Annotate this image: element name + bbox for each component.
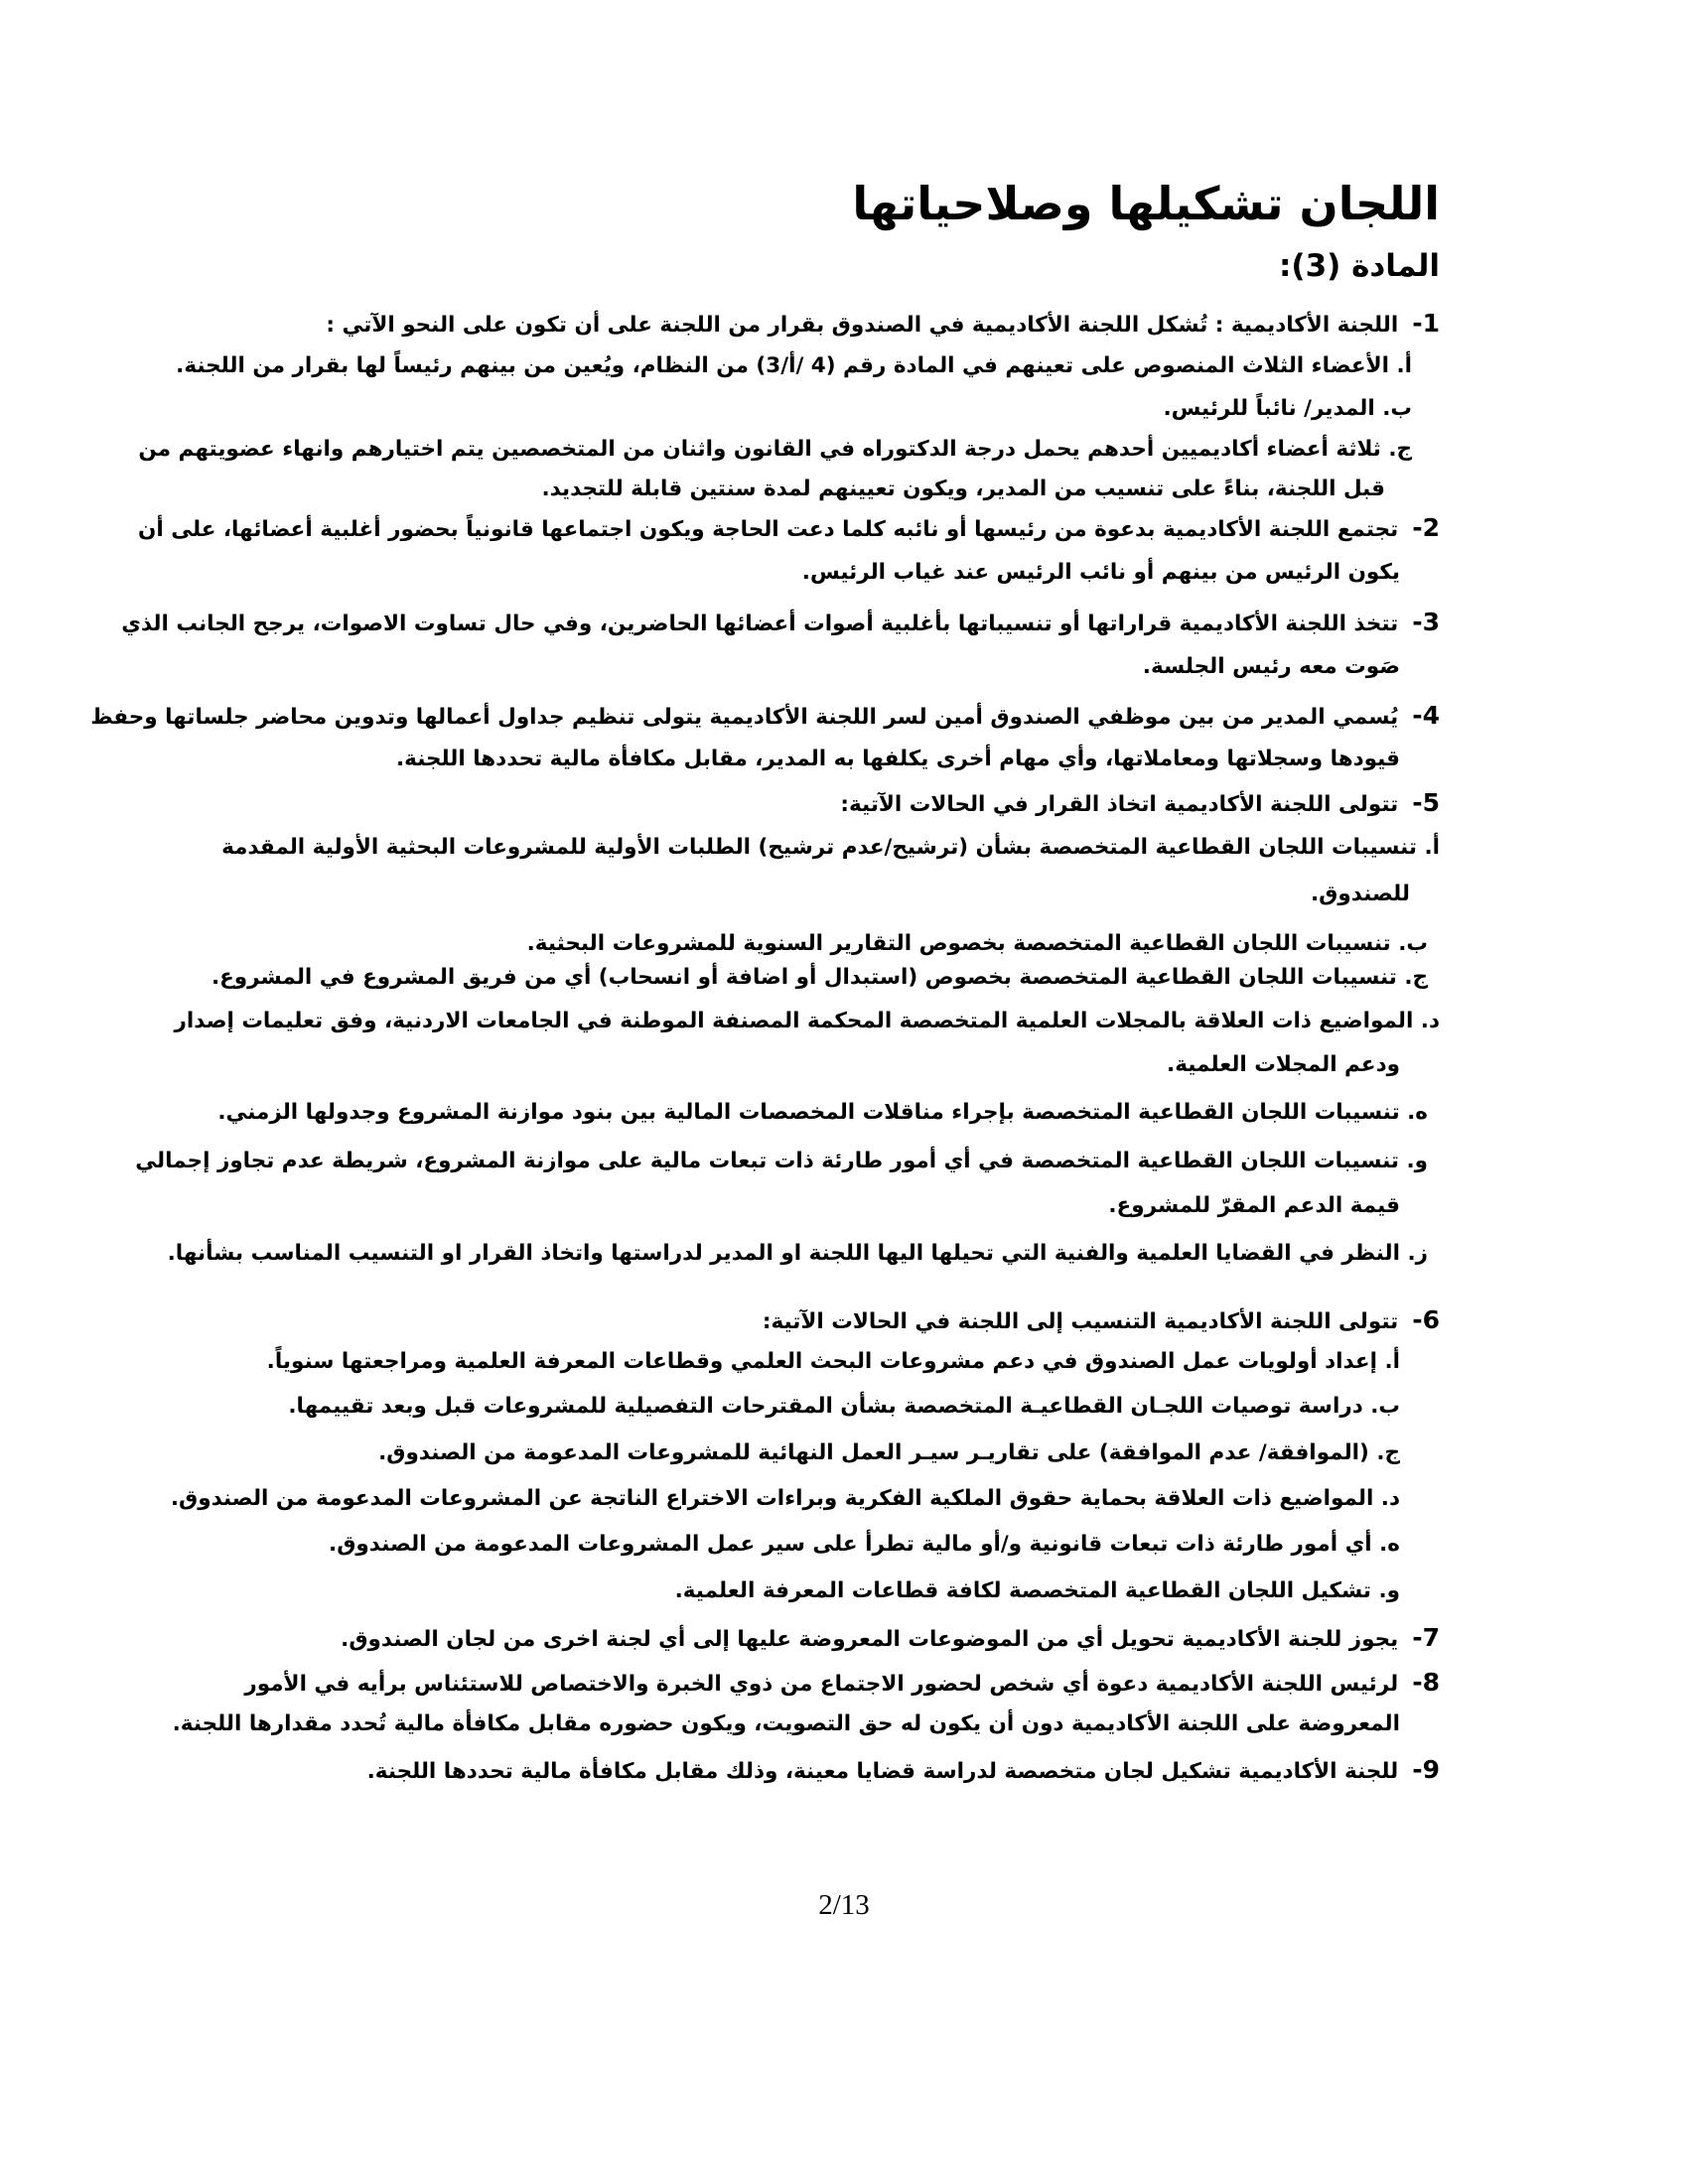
clause-text: تتولى اللجنة الأكاديمية اتخاذ القرار في الحالات الآتية: — [840, 792, 1399, 817]
clause-5-item-b: ب. تنسيبات اللجان القطاعية المتخصصة بخصوص التقارير السنوية للمشروعات البحثية. — [526, 931, 1428, 956]
clause-6-item-b: ب. دراسة توصيات اللجـان القطاعيـة المتخصصة بشأن المقترحات التفصيلية للمشروعات قبل وبعد تقييمها. — [288, 1394, 1400, 1419]
clause-text: تتولى اللجنة الأكاديمية التنسيب إلى اللجنة في الحالات الآتية: — [762, 1309, 1399, 1334]
clause-1-item-a: أ. الأعضاء الثلاث المنصوص على تعينهم في المادة رقم (4 /أ/3) من النظام، ويُعين من بينهم رئيساً لها بقرار من اللجنة. — [176, 353, 1412, 378]
clause-5 — [840, 790, 1440, 816]
clause-text: يجوز للجنة الأكاديمية تحويل أي من الموضوعات المعروضة عليها إلى أي لجنة اخرى من لجان الصندوق. — [341, 1627, 1399, 1652]
clause-text: للجنة الأكاديمية تشكيل لجان متخصصة لدراسة قضايا معينة، وذلك مقابل مكافأة مالية تحددها اللجنة. — [366, 1759, 1399, 1784]
clause-5-item-f-cont: قيمة الدعم المقرّ للمشروع. — [1108, 1193, 1400, 1218]
clause-text: تتخذ اللجنة الأكاديمية قراراتها أو تنسيباتها بأغلبية أصوات أعضائها الحاضرين، وفي حال تساوت الاصوات، يرجح الجانب الذي — [121, 612, 1399, 636]
clause-5-item-a-cont: للصندوق. — [1311, 882, 1410, 906]
clause-number: 4- — [1412, 701, 1440, 730]
clause-3 — [121, 610, 1440, 635]
clause-6-item-d: د. المواضيع ذات العلاقة بحماية حقوق الملكية الفكرية وبراءات الاختراع الناتجة عن المشروعات المدعومة من الصندوق. — [170, 1486, 1400, 1511]
clause-1-item-c-cont: قبل اللجنة، بناءً على تنسيب من المدير، ويكون تعيينهم لمدة سنتين قابلة للتجديد. — [541, 477, 1385, 501]
clause-6-item-a: أ. إعداد أولويات عمل الصندوق في دعم مشروعات البحث العلمي وقطاعات المعرفة العلمية ومراجعتها سنوياً. — [266, 1349, 1400, 1374]
clause-number: 3- — [1412, 608, 1440, 636]
clause-number: 9- — [1412, 1755, 1440, 1784]
clause-1-item-b: ب. المدير/ نائباً للرئيس. — [1163, 396, 1412, 421]
page-title: اللجان تشكيلها وصلاحياتها — [852, 177, 1440, 230]
clause-5-item-f: و. تنسيبات اللجان القطاعية المتخصصة في أي أمور طارئة ذات تبعات مالية على موازنة المشروع، شريطة عدم تجاوز إجمالي — [135, 1149, 1428, 1173]
clause-text: يُسمي المدير من بين موظفي الصندوق أمين لسر اللجنة الأكاديمية يتولى تنظيم جداول أعمالها وتدوين محاضر جلساتها وحفظ — [90, 705, 1399, 730]
clause-number: 2- — [1412, 513, 1440, 542]
clause-4-cont: قيودها وسجلاتها ومعاملاتها، وأي مهام أخرى يكلفها به المدير، مقابل مكافأة مالية تحددها اللجنة. — [396, 747, 1400, 771]
clause-number: 8- — [1412, 1668, 1440, 1697]
clause-5-item-d: د. المواضيع ذات العلاقة بالمجلات العلمية المتخصصة المحكمة المصنفة الموطنة في الجامعات الاردنية، وفق تعليمات إصدار — [174, 1009, 1440, 1033]
clause-1-item-c: ج. ثلاثة أعضاء أكاديميين أحدهم يحمل درجة الدكتوراه في القانون واثنان من المتخصصين يتم اختيارهم وانهاء عضويتهم من — [138, 437, 1412, 462]
clause-5-item-c: ج. تنسيبات اللجان القطاعية المتخصصة بخصوص (استبدال أو اضافة أو انسحاب) أي من فريق المشروع في المشروع. — [211, 965, 1428, 990]
clause-2 — [138, 515, 1440, 541]
clause-7 — [341, 1625, 1440, 1651]
clause-text: تجتمع اللجنة الأكاديمية بدعوة من رئيسها أو نائبه كلما دعت الحاجة ويكون اجتماعها قانونياً بحضور أغلبية أعضائها، على أن — [137, 517, 1399, 542]
page-number: 2/13 — [818, 1889, 870, 1921]
clause-6 — [763, 1307, 1440, 1333]
clause-6-item-c: ج. (الموافقة/ عدم الموافقة) على تقاريـر سيـر العمل النهائية للمشروعات المدعومة من الصندوق. — [378, 1440, 1400, 1465]
clause-number: 1- — [1412, 309, 1440, 338]
clause-5-item-e: ه. تنسيبات اللجان القطاعية المتخصصة بإجراء مناقلات المخصصات المالية بين بنود موازنة المشروع وجدولها الزمني. — [217, 1100, 1428, 1125]
clause-9 — [367, 1757, 1440, 1783]
clause-8-cont: المعروضة على اللجنة الأكاديمية دون أن يكون له حق التصويت، ويكون حضوره مقابل مكافأة مالية تُحدد مقدارها اللجنة. — [172, 1711, 1400, 1736]
clause-text: لرئيس اللجنة الأكاديمية دعوة أي شخص لحضور الاجتماع من ذوي الخبرة والاختصاص للاستئناس برأيه في الأمور — [244, 1672, 1399, 1697]
clause-1 — [326, 311, 1440, 337]
clause-3-cont: صَوت معه رئيس الجلسة. — [1142, 654, 1400, 679]
clause-number: 7- — [1412, 1623, 1440, 1652]
clause-number: 5- — [1412, 788, 1440, 817]
clause-5-item-g: ز. النظر في القضايا العلمية والفنية التي تحيلها اليها اللجنة او المدير لدراستها واتخاذ القرار او التنسيب المناسب بشأنها. — [167, 1241, 1428, 1266]
clause-5-item-d-cont: ودعم المجلات العلمية. — [1167, 1052, 1400, 1077]
article-heading: المادة (3): — [1278, 248, 1440, 284]
clause-6-item-f: و. تشكيل اللجان القطاعية المتخصصة لكافة قطاعات المعرفة العلمية. — [674, 1578, 1400, 1603]
clause-8 — [244, 1670, 1440, 1696]
clause-6-item-e: ه. أي أمور طارئة ذات تبعات قانونية و/أو مالية تطرأ على سير عمل المشروعات المدعومة من الصندوق. — [329, 1532, 1400, 1557]
clause-5-item-a: أ. تنسيبات اللجان القطاعية المتخصصة بشأن (ترشيح/عدم ترشيح) الطلبات الأولية للمشروعات البحثية الأولية المقدمة — [221, 835, 1440, 860]
clause-number: 6- — [1412, 1305, 1440, 1334]
clause-2-cont: يكون الرئيس من بينهم أو نائب الرئيس عند غياب الرئيس. — [801, 560, 1400, 585]
clause-4 — [90, 703, 1440, 729]
clause-text: اللجنة الأكاديمية : تُشكل اللجنة الأكاديمية في الصندوق بقرار من اللجنة على أن تكون على النحو الآتي : — [326, 313, 1399, 338]
